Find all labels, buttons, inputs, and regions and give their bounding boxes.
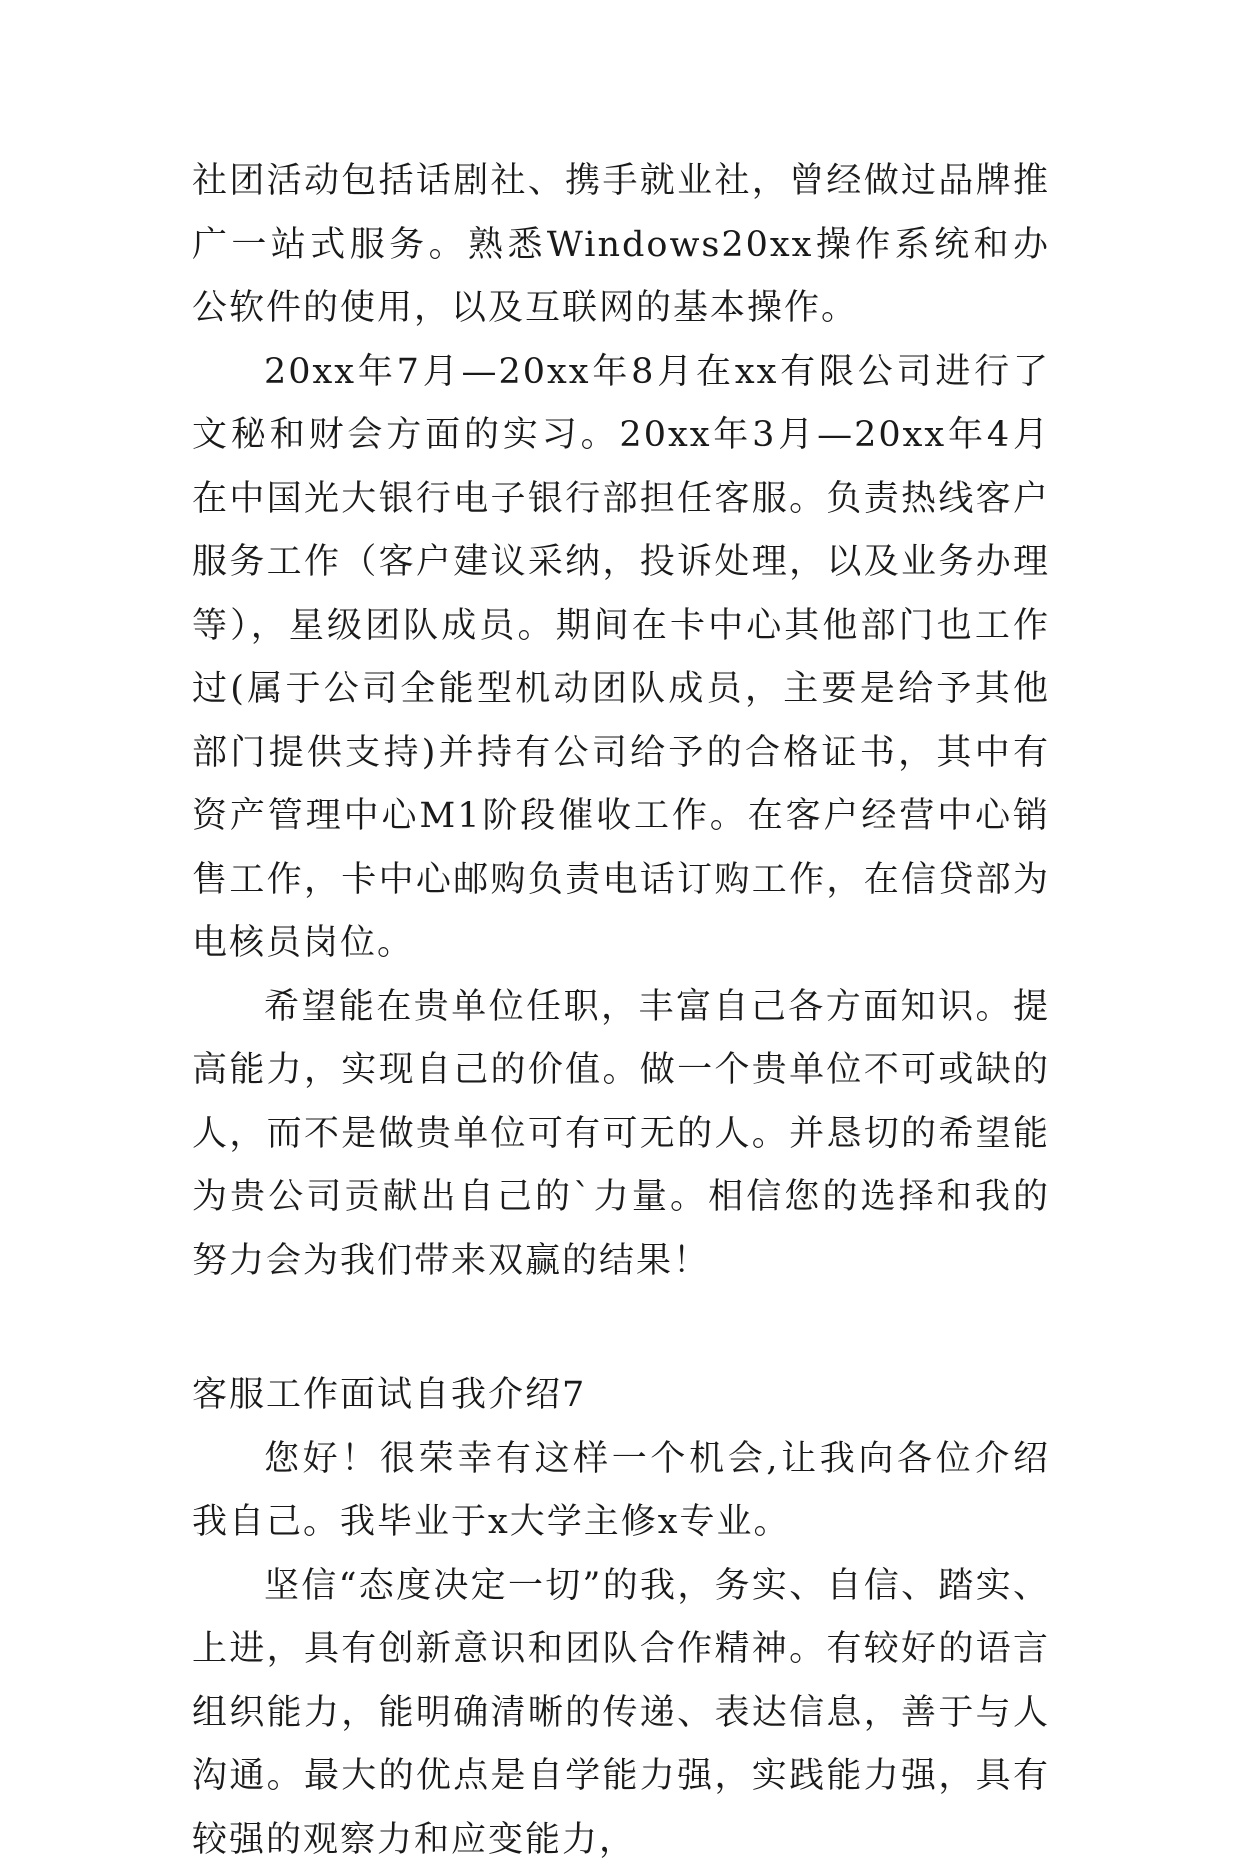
paragraph-career-hope: 希望能在贵单位任职，丰富自己各方面知识。提高能力，实现自己的价值。做一个贵单位不可或缺的人，而不是做贵单位可有可无的人。并恳切的希望能为贵公司贡献出自己的`力量。相信您的选择和我的努力会为我们带来双赢的结果！ [192, 976, 1050, 1294]
paragraph-strengths: 坚信“态度决定一切”的我，务实、自信、踏实、上进，具有创新意识和团队合作精神。有较好的语言组织能力，能明确清晰的传递、表达信息，善于与人沟通。最大的优点是自学能力强，实践能力强，具有较强的观察力和应变能力， [192, 1555, 1050, 1872]
paragraph-internship-experience: 20xx年7月—20xx年8月在xx有限公司进行了文秘和财会方面的实习。20xx年3月—20xx年4月在中国光大银行电子银行部担任客服。负责热线客户服务工作（客户建议采纳，投诉处理，以及业务办理等），星级团队成员。期间在卡中心其他部门也工作过(属于公司全能型机动团队成员，主要是给予其他部门提供支持)并持有公司给予的合格证书，其中有资产管理中心M1阶段催收工作。在客户经营中心销售工作，卡中心邮购负责电话订购工作，在信贷部为电核员岗位。 [192, 341, 1050, 976]
paragraph-greeting: 您好！很荣幸有这样一个机会,让我向各位介绍我自己。我毕业于x大学主修x专业。 [192, 1428, 1050, 1555]
document-body [192, 150, 1050, 1872]
section-title: 客服工作面试自我介绍7 [192, 1364, 1050, 1428]
paragraph-club-activities: 社团活动包括话剧社、携手就业社，曾经做过品牌推广一站式服务。熟悉Windows20xx操作系统和办公软件的使用，以及互联网的基本操作。 [192, 150, 1050, 341]
